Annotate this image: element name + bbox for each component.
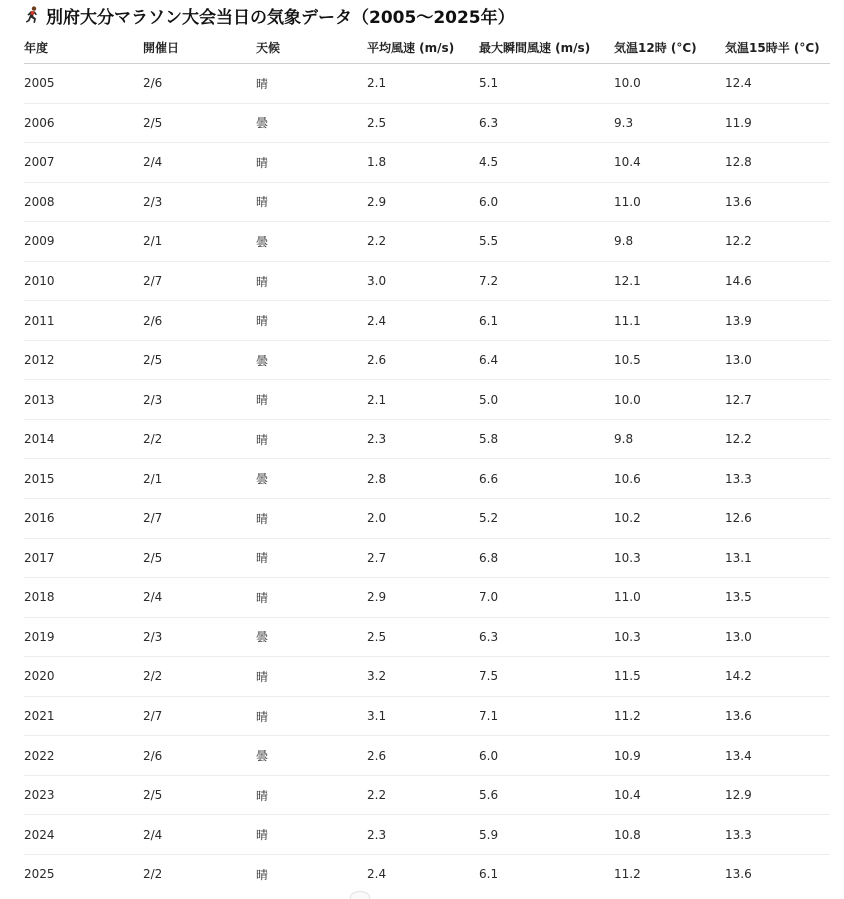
weather-table: [24, 32, 830, 893]
table-cell: 曇: [256, 340, 367, 380]
table-cell: 2.5: [367, 103, 479, 143]
table-cell: 14.6: [725, 261, 830, 301]
table-cell: 2010: [24, 261, 143, 301]
table-cell: 2/3: [143, 182, 256, 222]
table-cell: 13.6: [725, 696, 830, 736]
table-row: [24, 419, 830, 459]
table-cell: 11.1: [614, 301, 725, 341]
table-cell: 2/2: [143, 419, 256, 459]
table-row: [24, 459, 830, 499]
table-cell: 13.0: [725, 340, 830, 380]
table-cell: 11.2: [614, 867, 641, 882]
table-cell: 2008: [24, 182, 143, 222]
table-cell: 10.4: [614, 775, 725, 815]
table-cell: 5.2: [479, 499, 614, 539]
table-cell: 2.0: [367, 499, 479, 539]
table-cell: 13.0: [725, 617, 830, 657]
table-row: [24, 775, 830, 815]
table-row: [24, 815, 830, 855]
table-row: [24, 222, 830, 262]
table-row: [24, 103, 830, 143]
table-cell: 13.1: [725, 538, 830, 578]
table-cell: 2013: [24, 380, 143, 420]
table-cell: 2016: [24, 499, 143, 539]
scroll-indicator[interactable]: [350, 891, 370, 899]
table-cell: 3.2: [367, 657, 479, 697]
table-cell: 2/3: [143, 380, 256, 420]
table-cell: 10.9: [614, 736, 725, 776]
table-cell: 2/4: [143, 815, 256, 855]
table-cell: 11.0: [614, 182, 725, 222]
table-cell: 晴: [256, 143, 367, 183]
table-cell: 10.6: [614, 459, 725, 499]
table-cell: 曇: [256, 736, 367, 776]
table-cell: 13.3: [725, 459, 830, 499]
table-cell: 6.1: [479, 301, 614, 341]
table-cell: 曇: [256, 103, 367, 143]
table-cell: 晴: [256, 301, 367, 341]
table-cell: 10.4: [614, 143, 725, 183]
table-cell: 2.9: [367, 578, 479, 618]
table-cell: 晴: [256, 419, 367, 459]
table-row: [24, 696, 830, 736]
table-cell: 5.5: [479, 222, 614, 262]
table-cell: 12.1: [614, 261, 725, 301]
table-cell: 6.3: [479, 617, 614, 657]
table-cell: 晴: [256, 64, 367, 104]
table-cell: 12.4: [725, 64, 830, 104]
table-row: [24, 538, 830, 578]
table-cell: 7.0: [479, 578, 614, 618]
table-row: [24, 301, 830, 341]
table-cell: 2.6: [367, 340, 479, 380]
table-cell: 2011: [24, 301, 143, 341]
page-title: [24, 0, 830, 32]
table-cell: 2022: [24, 736, 143, 776]
table-cell: 13.6: [725, 182, 830, 222]
table-cell: 12.9: [725, 775, 830, 815]
table-cell: 2024: [24, 815, 143, 855]
table-header: [24, 32, 830, 64]
table-cell: 10.8: [614, 815, 725, 855]
table-cell: 2/1: [143, 459, 256, 499]
table-row: [24, 340, 830, 380]
table-cell: 12.6: [725, 499, 830, 539]
table-row: [24, 64, 830, 104]
table-cell: 曇: [256, 459, 367, 499]
table-row: [24, 143, 830, 183]
table-cell: 晴: [256, 578, 367, 618]
table-cell: 2/5: [143, 340, 256, 380]
table-cell: 11.9: [725, 103, 830, 143]
table-cell: 6.0: [479, 182, 614, 222]
table-cell: 11.0: [614, 578, 725, 618]
table-cell: 6.8: [479, 538, 614, 578]
table-cell: 6.3: [479, 103, 614, 143]
table-cell: 5.1: [479, 64, 614, 104]
table-cell: 13.3: [725, 815, 830, 855]
column-header: 年度: [24, 32, 143, 64]
table-row: [24, 499, 830, 539]
table-row: [24, 578, 830, 618]
table-row: [24, 657, 830, 697]
table-cell: 2018: [24, 578, 143, 618]
table-cell: 2/5: [143, 103, 256, 143]
table-cell: 6.6: [479, 459, 614, 499]
table-cell: 10.3: [614, 617, 725, 657]
table-cell: 9.8: [614, 222, 725, 262]
table-cell: 2/6: [143, 301, 256, 341]
header-row: [24, 32, 830, 64]
table-cell: 12.7: [725, 380, 830, 420]
table-cell: 11.5: [614, 657, 725, 697]
table-cell: 晴: [256, 538, 367, 578]
table-cell: 10.0: [614, 380, 725, 420]
table-row: [24, 854, 830, 893]
table-cell: 1.8: [367, 143, 479, 183]
table-cell: 晴: [256, 775, 367, 815]
table-row: [24, 736, 830, 776]
table-cell: 9.8: [614, 419, 725, 459]
table-cell: 2.3: [367, 815, 479, 855]
table-cell: 2.1: [367, 380, 479, 420]
table-cell: 3.0: [367, 261, 479, 301]
table-cell: 晴: [256, 867, 269, 882]
table-row: [24, 182, 830, 222]
table-cell: 6.1: [479, 867, 499, 882]
table-cell: 2012: [24, 340, 143, 380]
table-cell: 13.9: [725, 301, 830, 341]
table-cell: 6.0: [479, 736, 614, 776]
table-body: [24, 64, 830, 894]
table-cell: 晴: [256, 182, 367, 222]
table-cell: 2/2: [143, 657, 256, 697]
table-cell: 曇: [256, 222, 367, 262]
table-cell: 2020: [24, 657, 143, 697]
table-row: [24, 380, 830, 420]
table-cell: 2/6: [143, 736, 256, 776]
column-header: 平均風速 (m/s): [367, 32, 479, 64]
table-cell: 2014: [24, 419, 143, 459]
table-cell: 2/5: [143, 538, 256, 578]
table-cell: 13.6: [725, 867, 752, 882]
table-cell: 5.9: [479, 815, 614, 855]
table-cell: 2007: [24, 143, 143, 183]
table-cell: 10.5: [614, 340, 725, 380]
table-cell: 2.9: [367, 182, 479, 222]
table-cell: 2.5: [367, 617, 479, 657]
table-row: [24, 617, 830, 657]
table-cell: 2/2: [143, 867, 163, 882]
column-header: 気温15時半 (°C): [725, 32, 830, 64]
table-cell: 7.5: [479, 657, 614, 697]
table-cell: 晴: [256, 696, 367, 736]
runner-icon: [24, 6, 40, 24]
table-cell: 晴: [256, 380, 367, 420]
table-cell: 2/7: [143, 499, 256, 539]
table-cell: 2023: [24, 775, 143, 815]
table-cell: 5.6: [479, 775, 614, 815]
table-cell: 2017: [24, 538, 143, 578]
table-cell: 2/3: [143, 617, 256, 657]
table-cell: 2.4: [367, 867, 387, 882]
table-cell: 2.6: [367, 736, 479, 776]
table-cell: 3.1: [367, 696, 479, 736]
table-cell: 2/5: [143, 775, 256, 815]
table-cell: 晴: [256, 815, 367, 855]
column-header: 気温12時 (°C): [614, 32, 725, 64]
column-header: 天候: [256, 32, 367, 64]
table-cell: 10.3: [614, 538, 725, 578]
table-cell: 2.1: [367, 64, 479, 104]
table-cell: 13.5: [725, 578, 830, 618]
table-cell: 13.4: [725, 736, 830, 776]
table-cell: 10.0: [614, 64, 725, 104]
table-cell: 2.2: [367, 775, 479, 815]
table-cell: 4.5: [479, 143, 614, 183]
table-cell: 2009: [24, 222, 143, 262]
table-cell: 2015: [24, 459, 143, 499]
table-cell: 14.2: [725, 657, 830, 697]
table-row: [24, 261, 830, 301]
table-cell: 2.3: [367, 419, 479, 459]
table-cell: 2/4: [143, 578, 256, 618]
page-title-text: 別府大分マラソン大会当日の気象データ（2005〜2025年）: [46, 7, 515, 28]
table-cell: 2/7: [143, 696, 256, 736]
column-header: 最大瞬間風速 (m/s): [479, 32, 614, 64]
table-cell: 2.2: [367, 222, 479, 262]
column-header: 開催日: [143, 32, 256, 64]
table-cell: 7.2: [479, 261, 614, 301]
table-cell: 12.8: [725, 143, 830, 183]
table-cell: 2.7: [367, 538, 479, 578]
table-cell: 曇: [256, 617, 367, 657]
table-cell: 2.4: [367, 301, 479, 341]
table-cell: 11.2: [614, 696, 725, 736]
table-cell: 2006: [24, 103, 143, 143]
table-cell: 2025: [24, 867, 55, 882]
table-cell: 2.8: [367, 459, 479, 499]
table-cell: 2/1: [143, 222, 256, 262]
table-cell: 2005: [24, 64, 143, 104]
table-cell: 5.8: [479, 419, 614, 459]
table-cell: 12.2: [725, 222, 830, 262]
table-cell: 6.4: [479, 340, 614, 380]
table-cell: 5.0: [479, 380, 614, 420]
table-cell: 7.1: [479, 696, 614, 736]
table-cell: 12.2: [725, 419, 830, 459]
table-cell: 2/6: [143, 64, 256, 104]
table-cell: 2021: [24, 696, 143, 736]
table-cell: 9.3: [614, 103, 725, 143]
table-cell: 10.2: [614, 499, 725, 539]
table-cell: 晴: [256, 261, 367, 301]
table-cell: 2/4: [143, 143, 256, 183]
table-cell: 晴: [256, 657, 367, 697]
table-cell: 晴: [256, 499, 367, 539]
table-cell: 2/7: [143, 261, 256, 301]
table-cell: 2019: [24, 617, 143, 657]
